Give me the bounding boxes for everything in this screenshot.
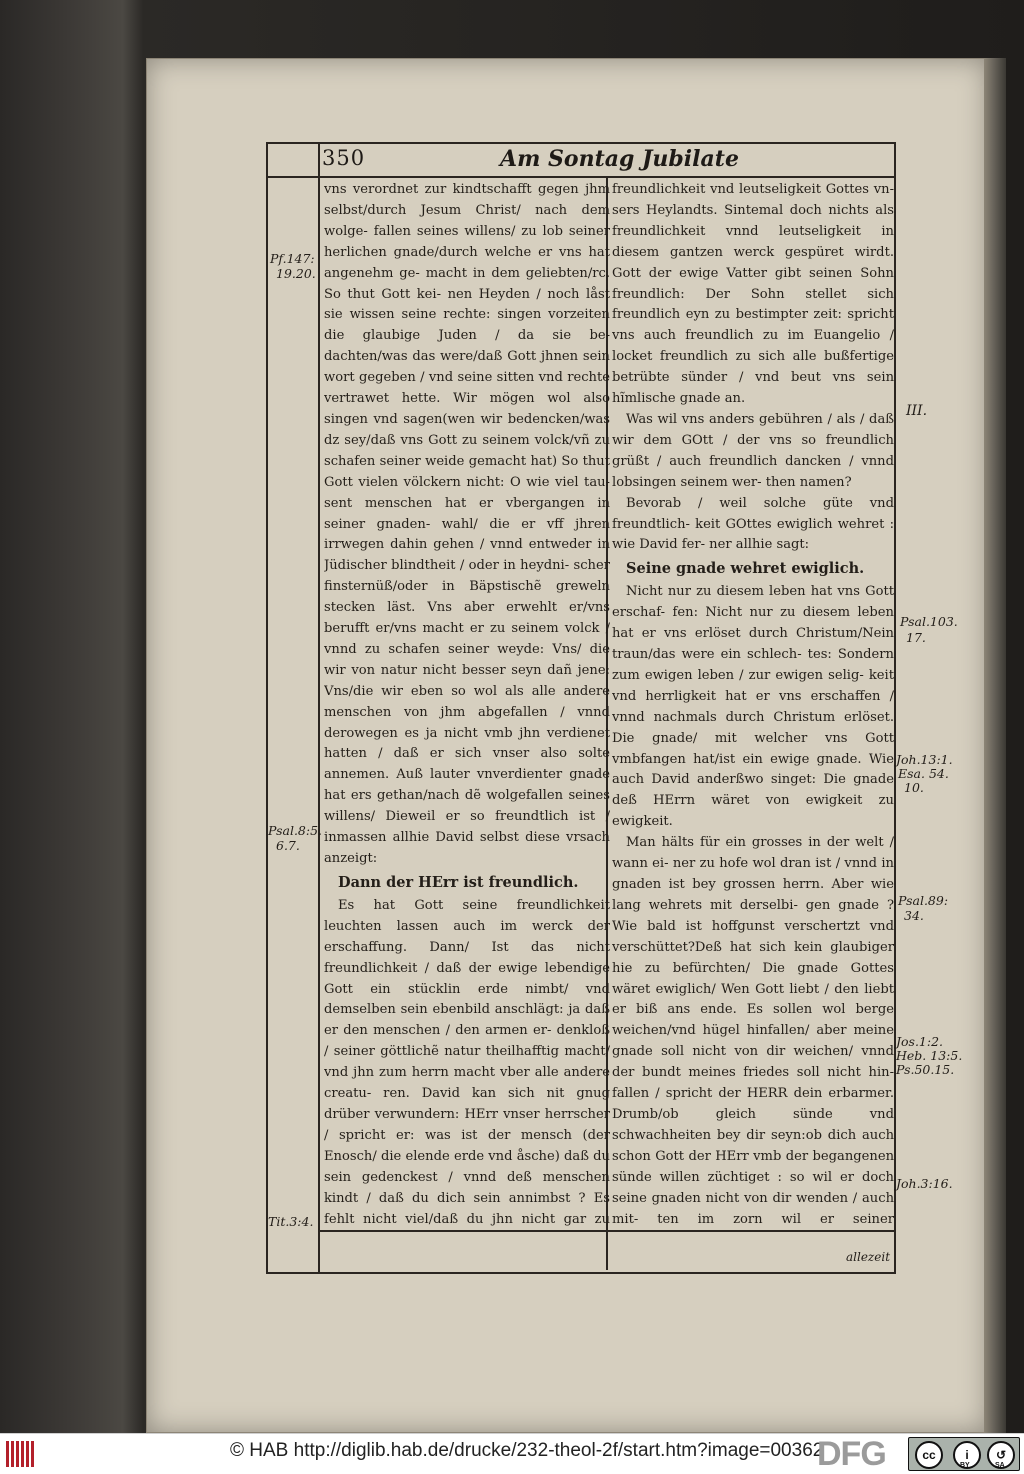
margin-note-right: 17. [906, 630, 926, 645]
left-text-column [324, 180, 610, 1228]
paragraph: Was wil vns anders gebühren / als / daß wir dem GOtt / der vns so freundlich grüßt / auch freundlich dancken / vnnd lobsingen seinem wer- then namen? [612, 411, 894, 490]
cc-icon: cc [915, 1441, 943, 1469]
copyright-link[interactable]: © HAB http://diglib.hab.de/drucke/232-theol-2f/start.htm?image=00362 [230, 1440, 824, 1461]
margin-note-right: 10. [904, 780, 924, 795]
margin-note-left: 19.20. [276, 266, 316, 281]
paragraph: Nicht nur zu diesem leben hat vns Gott erschaf- fen: Nicht nur zu diesem leben hat er vns erlöset durch Christum/Nein traun/das were ein schlech- tes: Sondern zum ewigen leben / zur ewigen selig- keit vnd herrligkeit hat er vns erschaffen / vnnd nachmals durch Christum erlöset. Die gnade/ mit welcher vns Gott vmbfangen hat/ist ein ewige gnade. Wie auch David anderßwo singet: Die gnade deß HErrn wäret von ewigkeit zu ewigkeit. [612, 584, 894, 830]
margin-note-right: Psal.103. [900, 614, 958, 629]
margin-note-right: III. [906, 403, 928, 419]
dfg-logo: DFG [817, 1435, 886, 1473]
paragraph: Es hat Gott seine freundlichkeit leuchten lassen auch im werck der erschaffung. Dann/ Ist das nicht freundlichkeit / daß der ewige lebendige Gott ein stücklin erde nimbt/ vnd demselben sein ebenbild anschlägt: ja daß er den menschen / den armen er- denkloß / seiner göttlichẽ natur theilhafftig macht/ vnd jhn zum herrn macht vber alle andere creatu- ren. David kan sich nit gnug drüber verwundern: HErr vnser herrscher / spricht er: was ist der mensch (der Enosch/ die elende erde vnd åsche) daß du sein gedenckest / vnnd deß menschen kindt / daß du dich sein annimbst ? Es fehlt nicht viel/daß du jhn nicht gar zu [324, 897, 610, 1227]
by-label: BY [960, 1462, 970, 1469]
margin-note-right: Ps.50.15. [896, 1062, 955, 1077]
margin-note-left: 6.7. [276, 838, 300, 853]
margin-note-right: Esa. 54. [898, 766, 949, 781]
section-heading: Dann der HErr ist freundlich. [338, 873, 579, 891]
paragraph: vns verordnet zur kindtschafft gegen jhm selbst/durch Jesum Christ/ nach dem wolge- fallen seines willens/ zu lob seiner herlichen gnade/durch welche er vns hat angenehm ge- macht in dem geliebten/rc. So thut Gott kei- nen Heyden / noch låst sie wissen seine rechte: singen vorzeiten die glaubige Juden / da sie be- dachten/was das were/daß Gott jhnen sein wort gegeben / vnd seine sitten vnd rechte vertrawet hette. Wir mögen wol also singen vnd sagen(wen wir bedencken/was dz sey/daß vns Gott zu seinem volck/vñ zu schafen seiner weide gemacht hat) So thut Gott vielen völckern nicht: O wie viel tau- sent menschen hat er vbergangen in seiner gnaden- wahl/ die er vff jhren irrwegen dahin gehen / vnnd entweder in Jüdischer blindtheit / oder in heydni- scher finsternüß/oder in Bäpstischẽ greweln stecken läst. Vns aber erwehlt er/vns berufft er/vns macht er zu seinem volck / vnnd zu schafen seiner weyde: Vns/ die wir von natur nicht besser seyn dañ jene: Vns/die wir eben so wol als alle andere menschen von jhm abgefallen / vnnd derowegen es ja nicht vmb jhn verdienet hatten / daß er sich vnser also solte annemen. Auß lauter vnverdienter gnade hat ers gethan/nach dẽ wolgefallen seines willens/ Dieweil er so freundtlich ist / inmassen allhie David selbst diese vrsach anzeigt: [324, 182, 610, 866]
paragraph: freundlichkeit vnd leutseligkeit Gottes vn- sers Heylandts. Sintemal doch nichts als freundlichkeit vnnd leutseligkeit in diesem gantzen werck gespüret wirdt. Gott der ewige Vatter gibt seinen Sohn freundlich: Der Sohn stellet sich freundlich eyn zu bestimpter zeit: spricht vns auch freundlich zu im Euangelio / locket freundlich zu sich alle bußfertige betrübte sünder / vnd beut vns sein hĩmlische gnade an. [612, 182, 894, 407]
catchword: allezeit [846, 1250, 891, 1264]
page-number: 350 [322, 146, 366, 170]
margin-note-right: Joh.13:1. [896, 752, 953, 767]
margin-note-right: Heb. 13:5. [896, 1048, 963, 1063]
margin-note-left: Pf.147: [270, 251, 315, 266]
page-edge [984, 58, 1006, 1433]
margin-note-right: Jos.1:2. [896, 1034, 944, 1049]
library-logo-icon [6, 1441, 38, 1467]
margin-note-right: Joh.3:16. [896, 1176, 953, 1191]
section-heading: Seine gnade wehret ewiglich. [626, 560, 865, 578]
left-margin-rule [318, 142, 320, 1272]
sa-icon: ↺ [987, 1441, 1015, 1469]
license-badge[interactable] [908, 1437, 1020, 1471]
header-rule [266, 176, 894, 178]
paragraph: Man hälts für ein grosses in der welt / wann ei- ner zu hofe wol dran ist / vnnd in gnaden ist bey grossen herrn. Aber wie lang wehrets mit derselbi- gen gnade ? Wie bald ist hoffgunst verschertzt vnd verschüttet?Deß hat sich kein glaubiger hie zu befürchten/ Die gnade Gottes wäret ewiglich/ Wen Gott liebt / den liebt er biß ans ende. Es sollen wol berge weichen/vnd hügel hinfallen/ aber meine gnade soll nicht von dir weichen/ vnnd der bundt meines friedes soll nicht hin- fallen / spricht der HERR dein erbarmer. Drumb/ob gleich sünde vnd schwachheiten bey dir seyn:ob dich auch schon Gott der HErr vmb der begangenen sünde willen züchtiget : so wil er doch seine gnaden nicht von dir wenden / auch mit- ten im zorn wil er seiner [612, 835, 894, 1227]
margin-note-right: 34. [904, 908, 924, 923]
by-icon: i [953, 1441, 981, 1469]
sa-label: SA [995, 1462, 1005, 1469]
margin-note-right: Psal.89: [898, 893, 949, 908]
paragraph: Bevorab / weil solche güte vnd freundtlich- keit GOttes ewiglich wehret : wie David fer- ner allhie sagt: [612, 495, 894, 553]
right-text-column [612, 180, 894, 1228]
running-title: Am Sontag Jubilate [500, 146, 739, 172]
footer-rule [318, 1230, 894, 1232]
margin-note-left: Psal.8:5. [268, 823, 323, 838]
margin-note-left: Tit.3:4. [268, 1214, 314, 1229]
